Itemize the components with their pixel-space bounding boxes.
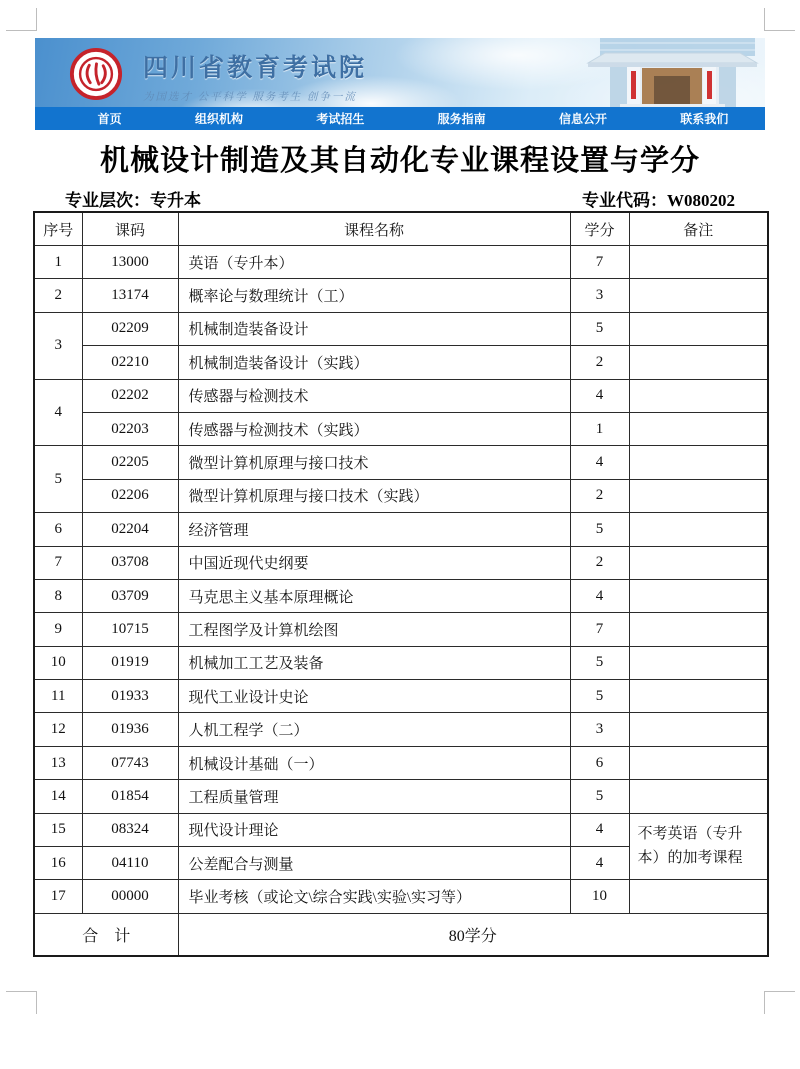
course-row-11 [34,613,768,646]
no-cell: 1 [34,246,82,279]
no-cell: 6 [34,513,82,546]
no-cell: 12 [34,713,82,746]
code-cell: 01919 [82,646,178,679]
course-row-10 [34,579,768,612]
course-credit-table [33,211,769,957]
credit-cell: 6 [570,746,629,779]
credit-cell: 7 [570,246,629,279]
total-value-cell: 80学分 [178,913,768,956]
no-cell: 13 [34,746,82,779]
credit-cell: 5 [570,680,629,713]
credit-cell: 4 [570,813,629,846]
no-cell: 2 [34,279,82,312]
crop-mark-bottom-left [6,991,37,1014]
credit-cell: 10 [570,880,629,913]
credit-cell: 5 [570,312,629,345]
course-row-1 [34,279,768,312]
column-header-0: 序号 [34,212,82,246]
course-row-5 [34,412,768,445]
credit-cell: 2 [570,479,629,512]
code-cell: 02203 [82,412,178,445]
remark-cell [629,412,768,445]
nav-item-4[interactable]: 信息公开 [558,112,607,126]
no-cell: 8 [34,579,82,612]
remark-cell [629,613,768,646]
name-cell: 传感器与检测技术（实践） [178,412,570,445]
nav-item-0[interactable]: 首页 [97,112,122,126]
no-cell: 3 [34,312,82,379]
remark-cell [629,379,768,412]
no-cell: 5 [34,446,82,513]
name-cell: 机械设计基础（一） [178,746,570,779]
name-cell: 英语（专升本） [178,246,570,279]
no-cell: 4 [34,379,82,446]
course-row-14 [34,713,768,746]
credit-cell: 5 [570,513,629,546]
course-row-0 [34,246,768,279]
name-cell: 马克思主义基本原理概论 [178,579,570,612]
site-banner [35,38,765,130]
code-cell: 10715 [82,613,178,646]
code-cell: 04110 [82,847,178,880]
name-cell: 人机工程学（二） [178,713,570,746]
remark-cell [629,312,768,345]
column-header-2: 课程名称 [178,212,570,246]
org-title-block [143,48,367,104]
remark-cell [629,713,768,746]
remark-cell [629,746,768,779]
credit-cell: 3 [570,713,629,746]
code-cell: 03709 [82,579,178,612]
course-row-8 [34,513,768,546]
column-header-3: 学分 [570,212,629,246]
course-row-19 [34,880,768,913]
course-row-15 [34,746,768,779]
name-cell: 工程质量管理 [178,780,570,813]
sichuan-exam-seal-icon [69,47,123,101]
remark-cell [629,880,768,913]
remark-cell: 不考英语（专升本）的加考课程 [629,813,768,880]
course-row-12 [34,646,768,679]
code-cell: 02205 [82,446,178,479]
code-cell: 08324 [82,813,178,846]
crop-mark-top-right [764,8,795,31]
name-cell: 传感器与检测技术 [178,379,570,412]
credit-cell: 3 [570,279,629,312]
credit-cell: 4 [570,847,629,880]
column-header-4: 备注 [629,212,768,246]
no-cell: 10 [34,646,82,679]
course-row-3 [34,346,768,379]
banner-sky-image [35,38,765,107]
code-cell: 07743 [82,746,178,779]
name-cell: 经济管理 [178,513,570,546]
credit-cell: 2 [570,546,629,579]
remark-cell [629,780,768,813]
course-row-2 [34,312,768,345]
remark-cell [629,279,768,312]
code-cell: 00000 [82,880,178,913]
name-cell: 现代设计理论 [178,813,570,846]
nav-item-3[interactable]: 服务指南 [437,112,486,126]
program-level: 专业层次：专升本 [65,191,201,210]
code-cell: 01854 [82,780,178,813]
table-total-row [34,913,768,956]
remark-cell [629,513,768,546]
name-cell: 工程图学及计算机绘图 [178,613,570,646]
code-cell: 02204 [82,513,178,546]
credit-cell: 4 [570,579,629,612]
crop-mark-bottom-right [764,991,795,1014]
nav-item-5[interactable]: 联系我们 [680,112,729,126]
name-cell: 微型计算机原理与接口技术 [178,446,570,479]
page-title: 机械设计制造及其自动化专业课程设置与学分 [99,145,700,177]
credit-cell: 2 [570,346,629,379]
no-cell: 14 [34,780,82,813]
code-cell: 02209 [82,312,178,345]
name-cell: 微型计算机原理与接口技术（实践） [178,479,570,512]
credit-cell: 4 [570,446,629,479]
org-name: 四川省教育考试院 [143,54,368,82]
no-cell: 7 [34,546,82,579]
remark-cell [629,446,768,479]
credit-cell: 7 [570,613,629,646]
name-cell: 毕业考核（或论文\综合实践\实验\实习等） [178,880,570,913]
org-slogan: 为国选才 公平科学 服务考生 创争一流 [143,92,357,103]
nav-item-2[interactable]: 考试招生 [316,112,365,126]
program-meta-row [35,186,765,211]
nav-item-1[interactable]: 组织机构 [194,112,243,126]
course-row-13 [34,680,768,713]
course-row-9 [34,546,768,579]
name-cell: 公差配合与测量 [178,847,570,880]
code-cell: 03708 [82,546,178,579]
course-row-7 [34,479,768,512]
name-cell: 机械制造装备设计 [178,312,570,345]
course-row-17 [34,813,768,846]
code-cell: 01933 [82,680,178,713]
remark-cell [629,246,768,279]
no-cell: 16 [34,847,82,880]
remark-cell [629,680,768,713]
no-cell: 11 [34,680,82,713]
name-cell: 现代工业设计史论 [178,680,570,713]
course-row-6 [34,446,768,479]
program-code: 专业代码：W080202 [582,191,735,210]
total-label-cell: 合 计 [34,913,178,956]
building-image [580,38,765,107]
no-cell: 15 [34,813,82,846]
crop-mark-top-left [6,8,37,31]
course-row-16 [34,780,768,813]
code-cell: 01936 [82,713,178,746]
name-cell: 机械制造装备设计（实践） [178,346,570,379]
remark-cell [629,546,768,579]
remark-cell [629,346,768,379]
code-cell: 02202 [82,379,178,412]
name-cell: 机械加工工艺及装备 [178,646,570,679]
credit-cell: 1 [570,412,629,445]
code-cell: 02206 [82,479,178,512]
code-cell: 13000 [82,246,178,279]
name-cell: 概率论与数理统计（工） [178,279,570,312]
credit-cell: 5 [570,646,629,679]
name-cell: 中国近现代史纲要 [178,546,570,579]
table-header-row [34,212,768,246]
no-cell: 9 [34,613,82,646]
remark-cell [629,579,768,612]
remark-cell [629,646,768,679]
remark-cell [629,479,768,512]
main-navigation [35,107,765,130]
code-cell: 13174 [82,279,178,312]
course-row-4 [34,379,768,412]
no-cell: 17 [34,880,82,913]
credit-cell: 5 [570,780,629,813]
column-header-1: 课码 [82,212,178,246]
credit-cell: 4 [570,379,629,412]
code-cell: 02210 [82,346,178,379]
